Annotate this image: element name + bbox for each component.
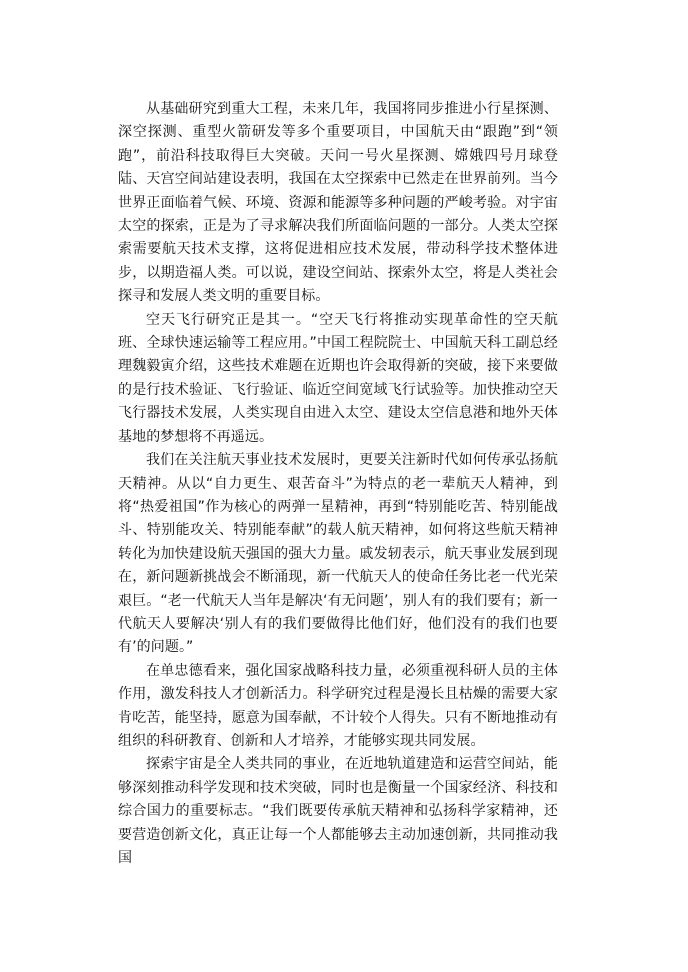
paragraph: 空天飞行研究正是其一。“空天飞行将推动实现革命性的空天航班、全球快速运输等工程应用。”中国工程院院士、中国航天科工副总经理魏毅寅介绍，这些技术难题在近期也许会取得新的突破，接下来要做的是行技术验证、飞行验证、临近空间宽域飞行试验等。加快推动空天飞行器技术发展，人类实现自由进入太空、建设太空信息港和地外天体基地的梦想将不再遥远。: [118, 311, 558, 445]
paragraph: 从基础研究到重大工程，未来几年，我国将同步推进小行星探测、深空探测、重型火箭研发等多个重要项目，中国航天由“跟跑”到“领跑”，前沿科技取得巨大突破。天问一号火星探测、嫦娥四号月球登陆、天宫空间站建设表明，我国在太空探索中已然走在世界前列。当今世界正面临着气候、环境、资源和能源等多种问题的严峻考验。对宇宙太空的探索，正是为了寻求解决我们所面临问题的一部分。人类太空探索需要航天技术支撑，这将促进相应技术发展，带动科学技术整体进步，以期造福人类。可以说，建设空间站、探索外太空，将是人类社会探寻和发展人类文明的重要目标。: [118, 101, 558, 305]
paragraph: 我们在关注航天事业技术发展时，更要关注新时代如何传承弘扬航天精神。从以“自力更生、艰苦奋斗”为特点的老一辈航天人精神，到将“热爱祖国”作为核心的两弹一星精神，再到“特别能吃苦、特别能战斗、特别能攻关、特别能奉献”的载人航天精神，如何将这些航天精神转化为加快建设航天强国的强大力量。戚发轫表示，航天事业发展到现在，新问题新挑战会不断涌现，新一代航天人的使命任务比老一代光荣艰巨。“老一代航天人当年是解决‘有无问题’，别人有的我们要有；新一代航天人要解决‘别人有的我们要做得比他们好，他们没有的我们也要有’的问题。”: [118, 452, 558, 656]
paragraph: 探索宇宙是全人类共同的事业，在近地轨道建造和运营空间站，能够深刻推动科学发现和技术突破，同时也是衡量一个国家经济、科技和综合国力的重要标志。“我们既要传承航天精神和弘扬科学家精神，还要营造创新文化，真正让每一个人都能够去主动加速创新，共同推动我国: [118, 756, 558, 866]
document-body: [118, 98, 558, 870]
paragraph: 在单忠德看来，强化国家战略科技力量，必须重视科研人员的主体作用，激发科技人才创新活力。科学研究过程是漫长且枯燥的需要大家肯吃苦，能坚持，愿意为国奉献，不计较个人得失。只有不断地推动有组织的科研教育、创新和人才培养，才能够实现共同发展。: [118, 662, 558, 749]
